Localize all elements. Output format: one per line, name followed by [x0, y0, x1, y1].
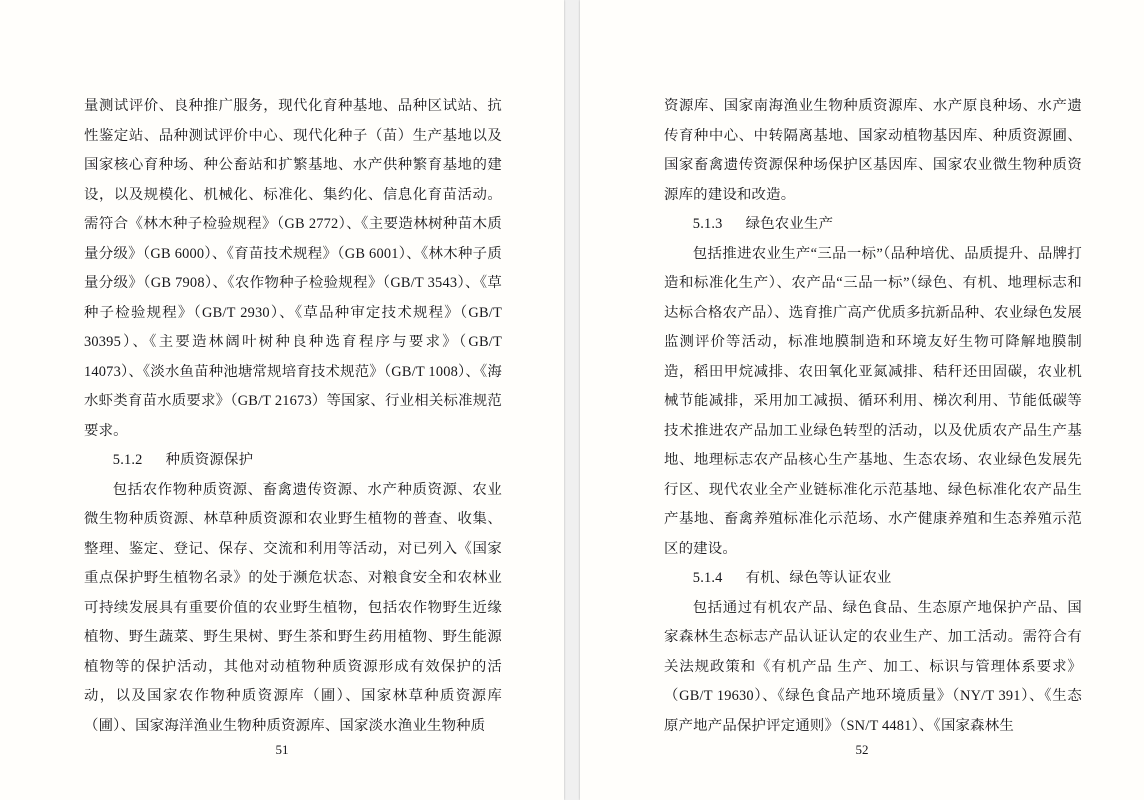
section-number: 5.1.4 [692, 570, 723, 586]
section-title: 绿色农业生产 [745, 216, 834, 232]
page-content-right [664, 92, 1082, 734]
section-title: 种质资源保护 [165, 452, 254, 468]
paragraph: 包括通过有机农产品、绿色食品、生态原产地保护产品、国家森林生态标志产品认证认定的农业生产、加工活动。需符合有关法规政策和《有机产品 生产、加工、标识与管理体系要求》（GB/T 19630）、《绿色食品产地环境质量》（NY/T 391）、《生态原产地产品保护评定通则》（SN/T 4481）、《国家森林生 [664, 599, 1082, 734]
document-page-left [0, 0, 564, 800]
section-number: 5.1.2 [112, 452, 143, 468]
paragraph: 包括农作物种质资源、畜禽遗传资源、水产种质资源、农业微生物种质资源、林草种质资源和农业野生植物的普查、收集、整理、鉴定、登记、保存、交流和利用等活动，对已列入《国家重点保护野生植物名录》的处于濒危状态、对粮食安全和农林业可持续发展具有重要价值的农业野生植物，包括农作物野生近缘植物、野生蔬菜、野生果树、野生茶和野生药用植物、野生能源植物等的保护活动，其他对动植物种质资源形成有效保护的活动，以及国家农作物种质资源库（圃）、国家林草种质资源库（圃）、国家海洋渔业生物种质资源库、国家淡水渔业生物种质 [84, 481, 502, 734]
section-title: 有机、绿色等认证农业 [745, 570, 892, 586]
paragraph: 量测试评价、良种推广服务，现代化育种基地、品种区试站、抗性鉴定站、品种测试评价中心、现代化种子（苗）生产基地以及国家核心育种场、种公畜站和扩繁基地、水产供种繁育基地的建设，以及规模化、机械化、标准化、集约化、信息化育苗活动。需符合《林木种子检验规程》（GB 2772）、《主要造林树种苗木质量分级》（GB 6000）、《育苗技术规程》（GB 6001）、《林木种子质量分级》（GB 7908）、《农作物种子检验规程》（GB/T 3543）、《草种子检验规程》（GB/T 2930）、《草品种审定技术规程》（GB/T 30395）、《主要造林阔叶树种良种选育程序与要求》（GB/T 14073）、《淡水鱼苗种池塘常规培育技术规范》（GB/T 1008）、《海水虾类育苗水质要求》（GB/T 21673）等国家、行业相关标准规范要求。 [84, 98, 502, 439]
section-number: 5.1.3 [692, 216, 723, 232]
page-number: 52 [855, 742, 869, 757]
section-heading [84, 446, 502, 476]
section-heading [664, 564, 1082, 594]
section-heading [664, 210, 1082, 240]
page-content-left [84, 92, 502, 734]
document-page-right [580, 0, 1144, 800]
paragraph: 包括推进农业生产“三品一标”（品种培优、品质提升、品牌打造和标准化生产）、农产品“三品一标”（绿色、有机、地理标志和达标合格农产品）、选育推广高产优质多抗新品种、农业绿色发展监测评价等活动，标准地膜制造和环境友好生物可降解地膜制造，稻田甲烷减排、农田氧化亚氮减排、秸秆还田固碳，农业机械节能减排，采用加工减损、循环利用、梯次利用、节能低碳等技术推进农产品加工业绿色转型的活动，以及优质农产品生产基地、地理标志农产品核心生产基地、生态农场、农业绿色发展先行区、现代农业全产业链标准化示范基地、绿色标准化农产品生产基地、畜禽养殖标准化示范场、水产健康养殖和生态养殖示范区的建设。 [664, 245, 1082, 557]
paragraph: 资源库、国家南海渔业生物种质资源库、水产原良种场、水产遗传育种中心、中转隔离基地、国家动植物基因库、种质资源圃、国家畜禽遗传资源保种场保护区基因库、国家农业微生物种质资源库的建设和改造。 [664, 98, 1082, 203]
page-number: 51 [275, 742, 289, 757]
